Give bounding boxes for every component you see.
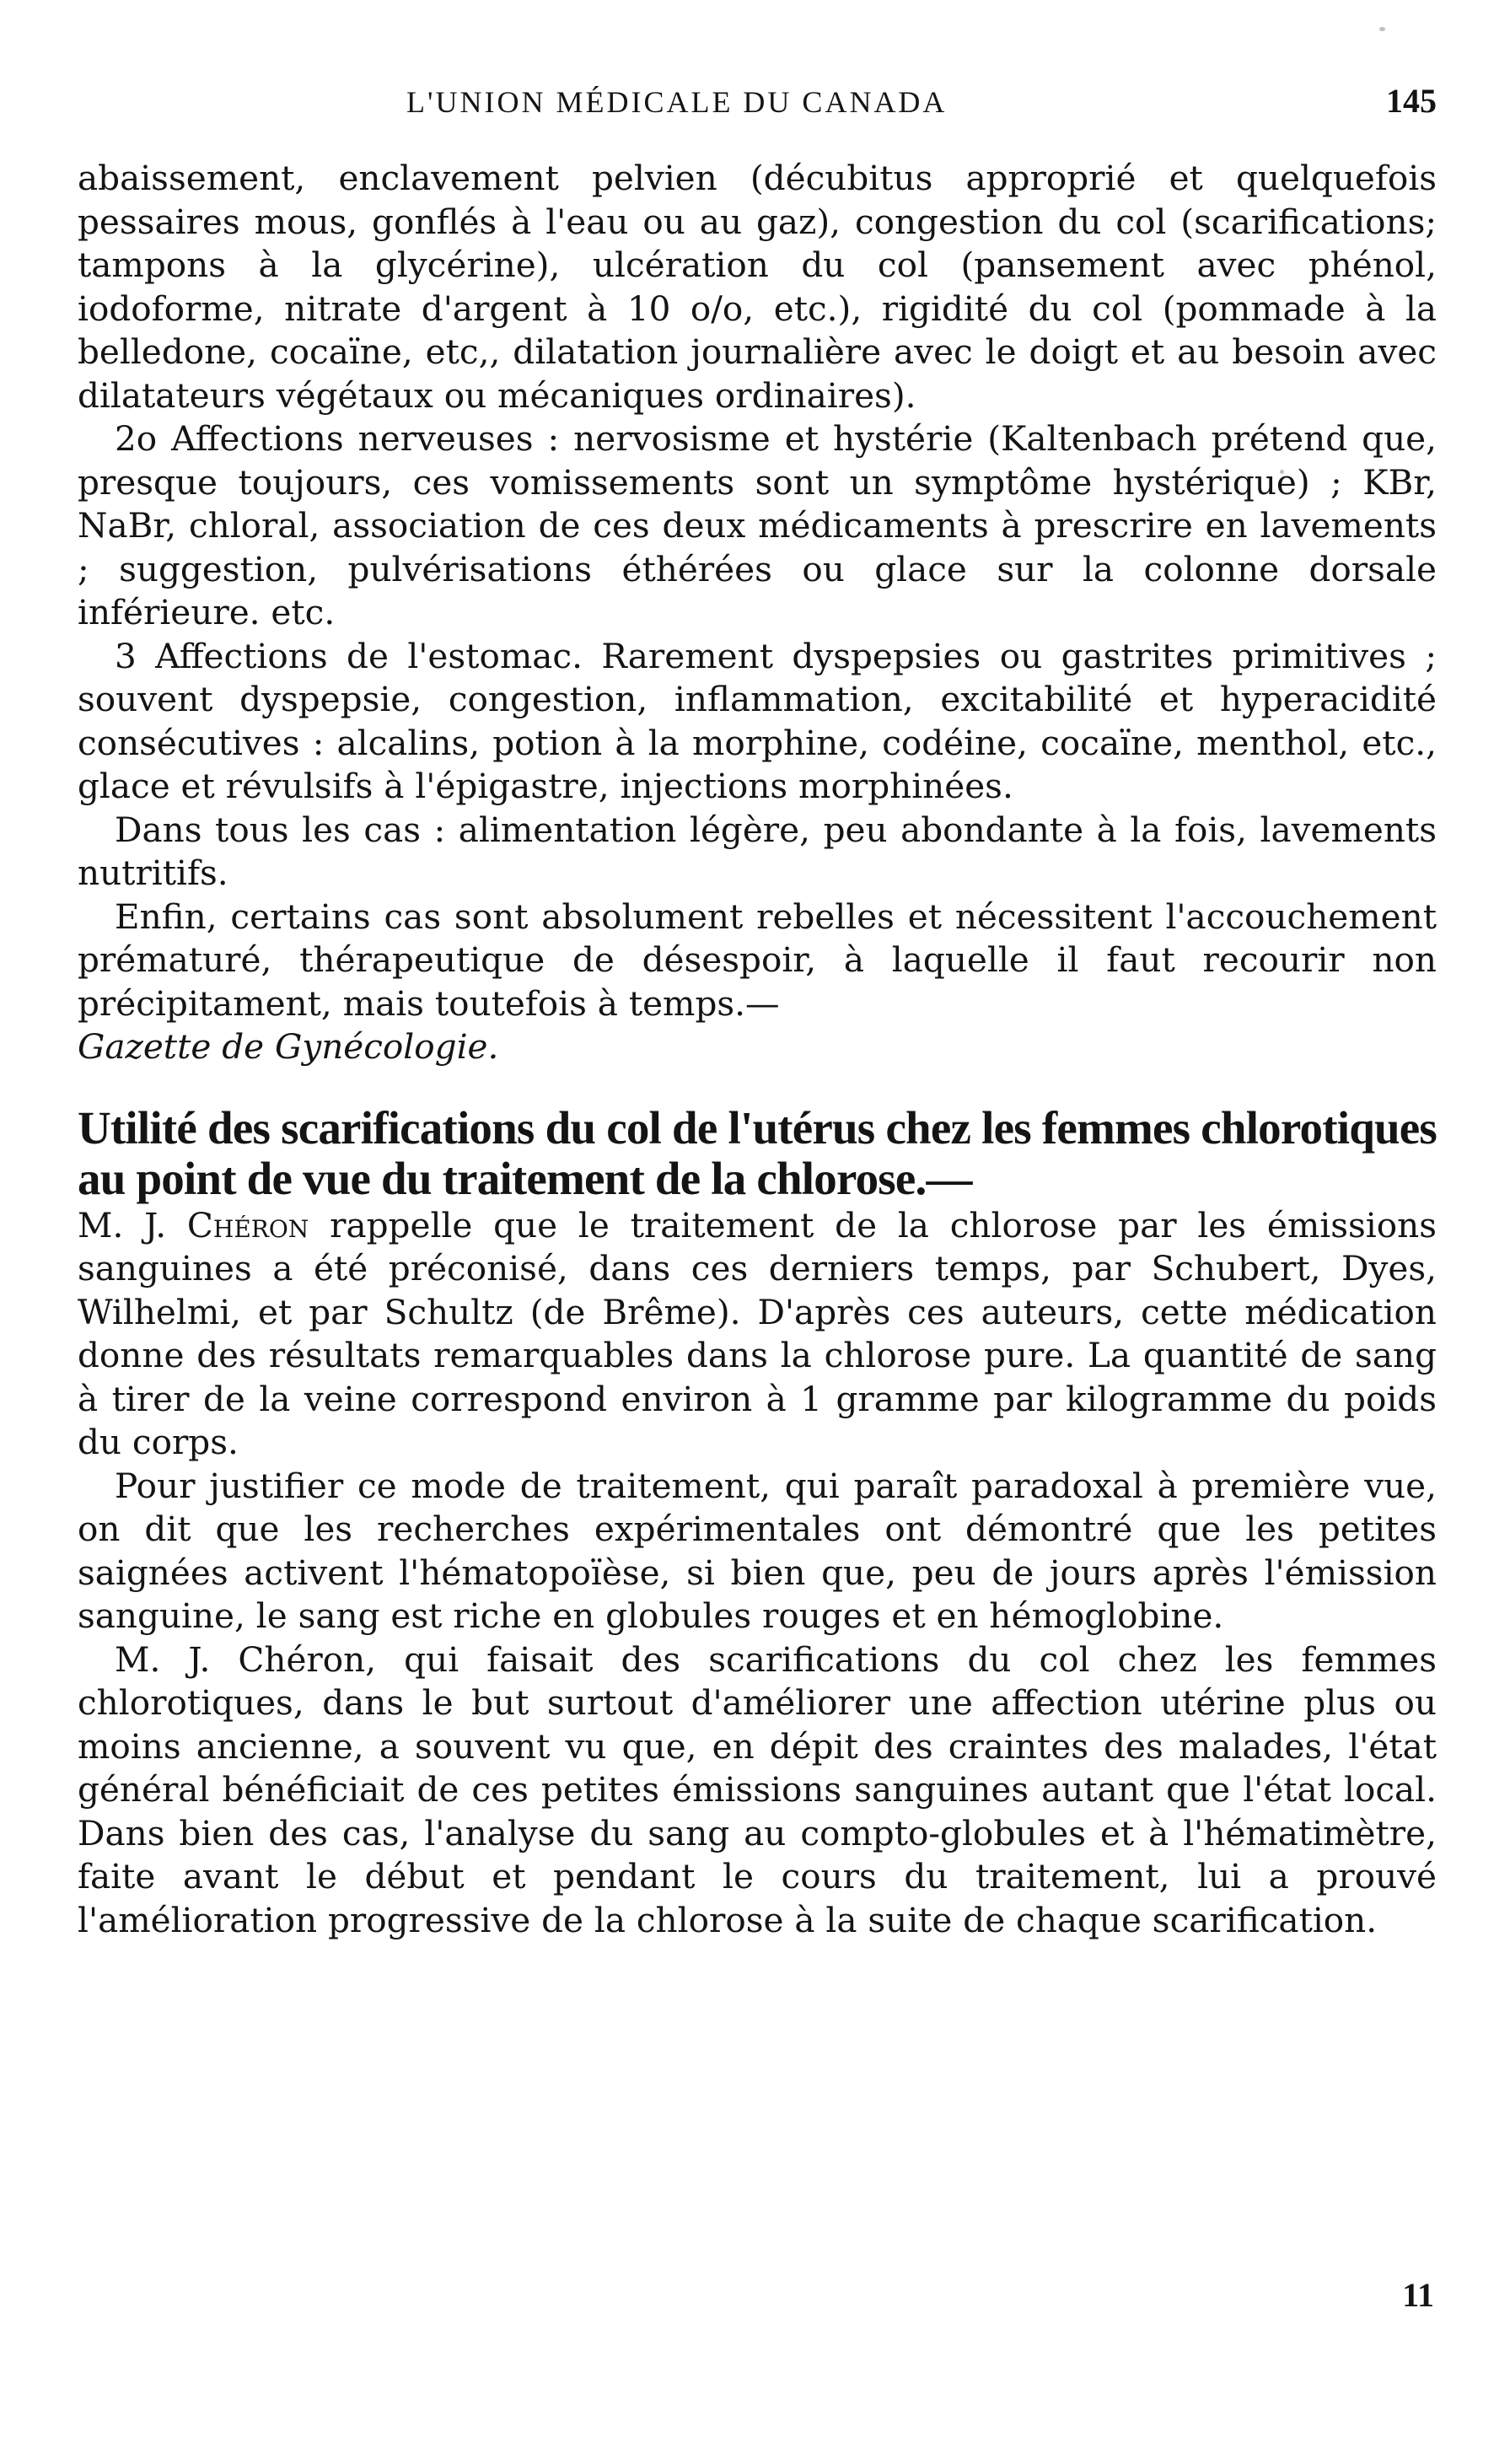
article-body [78, 1204, 1437, 1943]
running-title: L'UNION MÉDICALE DU CANADA [406, 85, 948, 119]
signature-mark: 11 [1402, 2276, 1434, 2314]
source-citation: Gazette de Gynécologie. [78, 1026, 499, 1067]
article-paragraph-3: M. J. Chéron, qui faisait des scarifications du col chez les femmes chlorotiques, dans le but surtout d'améliorer une affection utérine plus ou moins ancienne, a souvent vu que, en dépit des craintes des malades, l'état général bénéficiait de ces petites émissions sanguines autant que l'état local. Dans bien des cas, l'analyse du sang au compto-globules et à l'hématimètre, faite avant le début et pendant le cours du traitement, lui a prouvé l'amélioration progressive de la chlorose à la suite de chaque scarification. [78, 1638, 1437, 1940]
paragraph-nervous-affections: 2o Affections nerveuses : nervosisme et hystérie (Kaltenbach prétend que, presque toujours, ces vomissements sont un symptôme hystérique) ; KBr, NaBr, chloral, association de ces deux médicaments à prescrire en lavements ; suggestion, pulvérisations éthérées ou glace sur la colonne dorsale inférieure. etc. [78, 418, 1437, 632]
article-paragraph-1-text: rappelle que le traitement de la chlorose par les émissions sanguines a été préconisé, dans ces derniers temps, par Schubert, Dyes, Wilhelmi, et par Schultz (de Brême). D'après ces auteurs, cette médication donne des résultats remarquables dans la chlorose pure. La quantité de sang à tirer de la veine correspond environ à 1 gramme par kilogramme du poids du corps. [78, 1204, 1437, 1462]
continued-paragraph: abaissement, enclavement pelvien (décubitus approprié et quelquefois pessaires mous, gonflés à l'eau ou au gaz), congestion du col (scarifications; tampons à la glycérine), ulcération du col (pansement avec phénol, iodoforme, nitrate d'argent à 10 o/o, etc.), rigidité du col (pommade à la belledone, cocaïne, etc,, dilatation journalière avec le doigt et au besoin avec dilatateurs végétaux ou mécaniques ordinaires). [78, 158, 1437, 416]
article-heading: Utilité des scarifications du col de l'utérus chez les femmes chlorotiques au point de vue du traitement de la chlorose.— [78, 1101, 1437, 1204]
paragraph-conclusion: Enfin, certains cas sont absolument rebelles et nécessitent l'accouchement prématuré, thérapeutique de désespoir, à laquelle il faut recourir non précipitament, mais toutefois à temps.— [78, 896, 1437, 1024]
page-number: 145 [1386, 82, 1437, 120]
article-paragraph-2: Pour justifier ce mode de traitement, qui paraît paradoxal à première vue, on dit que les recherches expérimentales ont démontré que les petites saignées activent l'hématopoïèse, si bien que, peu de jours après l'émission sanguine, le sang est riche en globules rouges et en hémoglobine. [78, 1465, 1437, 1636]
running-head [78, 76, 1437, 126]
paragraph-stomach-affections: 3 Affections de l'estomac. Rarement dyspepsies ou gastrites primitives ; souvent dyspepsie, congestion, inflammation, excitabilité et hyperacidité consécutives : alcalins, potion à la morphine, codéine, cocaïne, menthol, etc., glace et révulsifs à l'épigastre, injections morphinées. [78, 635, 1437, 806]
scanned-page [78, 76, 1437, 1942]
previous-article-continuation [78, 157, 1437, 1069]
ink-speck [1379, 27, 1385, 31]
paragraph-all-cases: Dans tous les cas : alimentation légère, peu abondante à la fois, lavements nutritifs. [78, 809, 1437, 893]
author-name: M. J. Chéron [78, 1204, 309, 1245]
article-paragraph-1 [78, 1204, 1437, 1465]
